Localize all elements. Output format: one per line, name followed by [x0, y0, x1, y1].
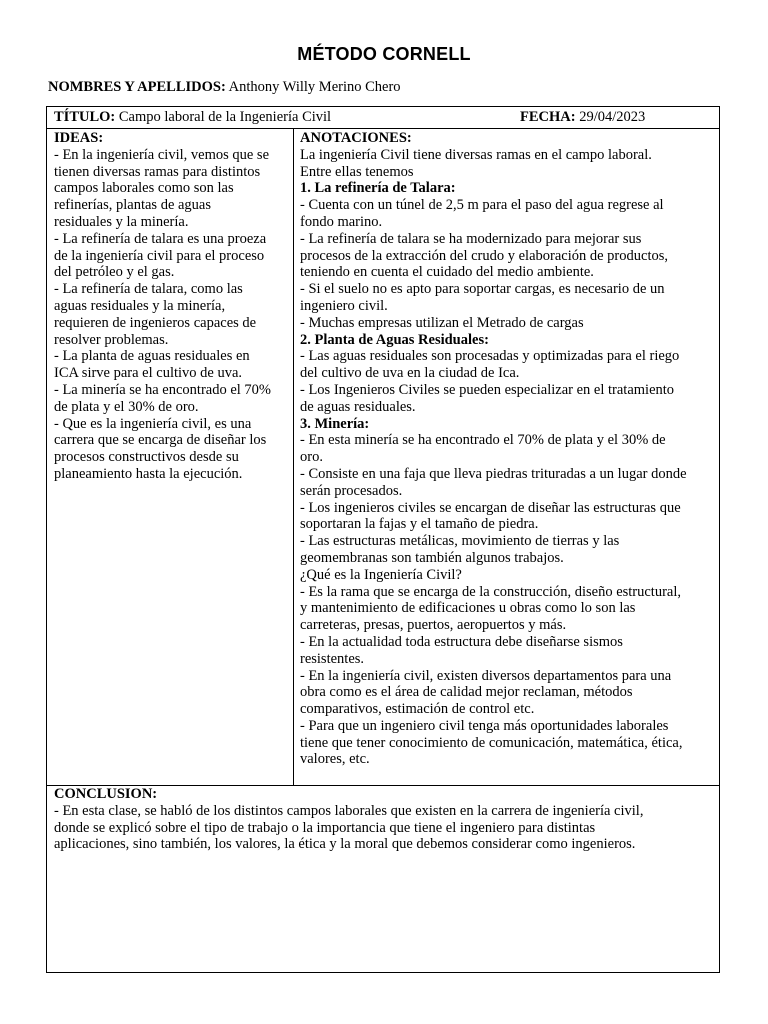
ideas-line: aguas residuales y la minería,	[54, 297, 226, 314]
notes-line: - Para que un ingeniero civil tenga más oportunidades laborales	[300, 717, 669, 734]
ideas-line: tienen diversas ramas para distintos	[54, 163, 261, 180]
ideas-line: planeamiento hasta la ejecución.	[54, 465, 243, 482]
ideas-line: ICA sirve para el cultivo de uva.	[54, 365, 243, 382]
notes-line: fondo marino.	[300, 213, 383, 230]
document-title: MÉTODO CORNELL	[297, 44, 471, 64]
ideas-column	[54, 130, 288, 483]
titulo-value: Campo laboral de la Ingeniería Civil	[118, 109, 332, 125]
notes-line: serán procesados.	[300, 482, 403, 499]
notes-line: - Consiste en una faja que lleva piedras trituradas a un lugar donde	[300, 465, 687, 482]
student-name-line	[48, 79, 401, 96]
ideas-line: resolver problemas.	[54, 331, 169, 348]
title-row	[47, 107, 719, 129]
notes-line: 2. Planta de Aguas Residuales:	[300, 331, 489, 348]
fecha-value: 29/04/2023	[579, 109, 646, 125]
notes-line: - Las aguas residuales son procesadas y optimizadas para el riego	[300, 348, 680, 365]
column-divider	[293, 129, 294, 785]
notes-text	[300, 147, 716, 768]
notes-line: teniendo en cuenta el cuidado del medio ambiente.	[300, 264, 594, 281]
ideas-heading: IDEAS:	[54, 130, 104, 146]
notes-line: La ingeniería Civil tiene diversas ramas en el campo laboral.	[300, 146, 652, 163]
conclusion-line: donde se explicó sobre el tipo de trabajo o la importancia que tiene el ingeniero para distintas	[54, 819, 596, 836]
ideas-line: campos laborales como son las	[54, 180, 234, 197]
names-label: NOMBRES Y APELLIDOS:	[48, 79, 226, 95]
notes-line: ingeniero civil.	[300, 297, 388, 314]
notes-line: soportaran la fajas y el tamaño de piedra.	[300, 516, 539, 533]
notes-line: obra como es el área de calidad mejor reclaman, métodos	[300, 684, 633, 701]
notes-line: - Muchas empresas utilizan el Metrado de cargas	[300, 314, 584, 331]
notes-line: - Los Ingenieros Civiles se pueden especializar en el tratamiento	[300, 381, 675, 398]
fecha-label: FECHA:	[520, 109, 576, 125]
ideas-line: requieren de ingenieros capaces de	[54, 314, 257, 331]
ideas-line: de plata y el 30% de oro.	[54, 398, 199, 415]
notes-line: - En la actualidad toda estructura debe diseñarse sismos	[300, 633, 623, 650]
ideas-line: - La planta de aguas residuales en	[54, 348, 250, 365]
ideas-line: carrera que se encarga de diseñar los	[54, 432, 267, 449]
ideas-line: - La refinería de talara, como las	[54, 281, 243, 298]
notes-line: - La refinería de talara se ha modernizado para mejorar sus	[300, 230, 642, 247]
titulo-label: TÍTULO:	[54, 109, 116, 125]
ideas-line: - En la ingeniería civil, vemos que se	[54, 146, 270, 163]
notes-line: tiene que tener conocimiento de comunicación, matemática, ética,	[300, 734, 683, 751]
ideas-line: - La refinería de talara es una proeza	[54, 230, 267, 247]
notes-line: ¿Qué es la Ingeniería Civil?	[300, 566, 462, 583]
notes-line: Entre ellas tenemos	[300, 163, 414, 180]
notes-line: del cultivo de uva en la ciudad de Ica.	[300, 365, 520, 382]
ideas-line: - La minería se ha encontrado el 70%	[54, 381, 272, 398]
ideas-line: del petróleo y el gas.	[54, 264, 175, 281]
notes-line: - Si el suelo no es apto para soportar cargas, es necesario de un	[300, 281, 665, 298]
notes-line: oro.	[300, 449, 323, 466]
notes-line: - En esta minería se ha encontrado el 70% de plata y el 30% de	[300, 432, 666, 449]
notes-line: comparativos, estimación de control etc.	[300, 701, 535, 718]
ideas-line: - Que es la ingeniería civil, es una	[54, 415, 252, 432]
notes-line: - Es la rama que se encarga de la construcción, diseño estructural,	[300, 583, 682, 600]
names-value: Anthony Willy Merino Chero	[228, 79, 401, 95]
title-field	[54, 109, 331, 126]
notes-line: de aguas residuales.	[300, 398, 416, 415]
conclusion-section	[54, 786, 714, 853]
notes-heading: ANOTACIONES:	[300, 130, 412, 146]
ideas-text	[54, 147, 288, 483]
notes-line: 1. La refinería de Talara:	[300, 180, 456, 197]
date-field	[520, 109, 645, 126]
cornell-table	[46, 106, 720, 973]
notes-line: - Cuenta con un túnel de 2,5 m para el paso del agua regrese al	[300, 197, 664, 214]
notes-line: - Los ingenieros civiles se encargan de diseñar las estructuras que	[300, 499, 681, 516]
notes-line: resistentes.	[300, 650, 365, 667]
conclusion-line: - En esta clase, se habló de los distintos campos laborales que existen en la carrera de ingeniería civil,	[54, 802, 644, 819]
ideas-line: procesos constructivos desde su	[54, 449, 239, 466]
notes-line: valores, etc.	[300, 751, 370, 768]
notes-line: 3. Minería:	[300, 415, 370, 432]
ideas-line: de la ingeniería civil para el proceso	[54, 247, 265, 264]
notes-line: procesos de la extracción del crudo y elaboración de productos,	[300, 247, 668, 264]
notes-line: - En la ingeniería civil, existen diversos departamentos para una	[300, 667, 672, 684]
conclusion-text	[54, 803, 714, 853]
notes-line: geomembranas son también algunos trabajos.	[300, 549, 564, 566]
notes-line: carreteras, presas, puertos, aeropuertos y más.	[300, 617, 567, 634]
notes-line: - Las estructuras metálicas, movimiento de tierras y las	[300, 533, 620, 550]
notes-column	[300, 130, 716, 768]
ideas-line: refinerías, plantas de aguas	[54, 197, 212, 214]
notes-line: y mantenimiento de edificaciones u obras como lo son las	[300, 600, 636, 617]
ideas-line: residuales y la minería.	[54, 213, 189, 230]
conclusion-line: aplicaciones, sino también, los valores, la ética y la moral que debemos considerar como ingenieros.	[54, 836, 636, 853]
conclusion-heading: CONCLUSION:	[54, 786, 158, 802]
